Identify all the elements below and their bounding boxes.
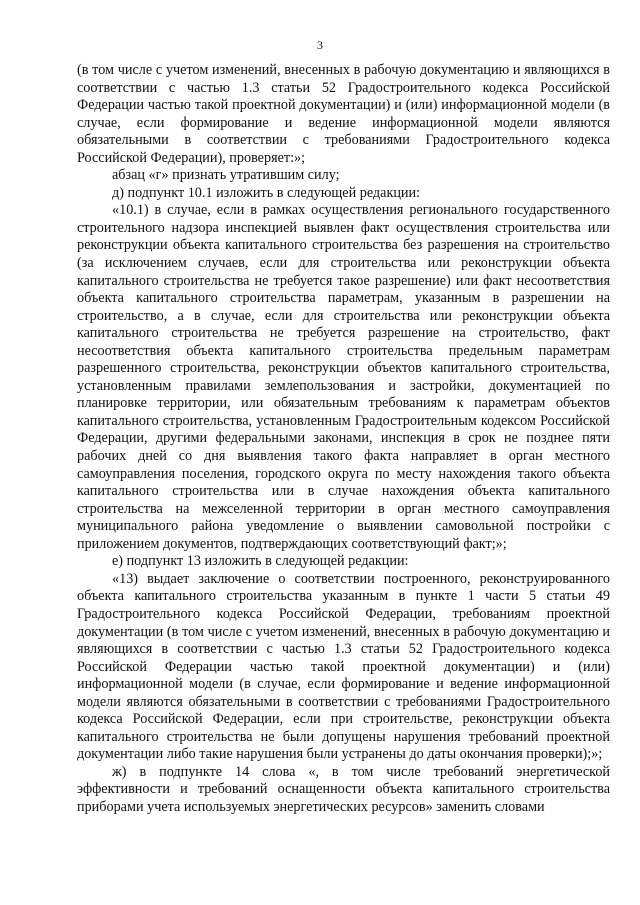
document-body bbox=[77, 62, 610, 817]
paragraph-6: «13) выдает заключение о соответствии построенного, реконструированного объекта капитального строительства указанным в пункте 1 части 5 статьи 49 Градостроительного кодекса Российской Федерации, требованиям проектной документации (в том числе с учетом изменений, внесенных в рабочую документацию и являющихся в соответствии с частью 1.3 статьи 52 Градостроительного кодекса Российской Федерации частью такой проектной документации) и (или) информационной модели (в случае, если формирование и ведение информационной модели являются обязательными в соответствии с требованиями Градостроительного кодекса Российской Федерации, если при строительстве, реконструкции объекта капитального строительства не были допущены нарушения требований проектной документации либо такие нарушения были устранены до даты окончания проверки);»; bbox=[77, 570, 610, 763]
paragraph-4: «10.1) в случае, если в рамках осуществления регионального государственного строительного надзора инспекцией выявлен факт осуществления строительства или реконструкции объекта капитального строительства без разрешения на строительство (за исключением случаев, если для строительства или реконструкции объекта капитального строительства не требуется такое разрешение) или факт несоответствия объекта капитального строительства параметрам, указанным в разрешении на строительство, а в случае, если для строительства или реконструкции объекта капитального строительства не требуется разрешение на строительство, факт несоответствия объекта капитального строительства предельным параметрам разрешенного строительства, реконструкции объектов капитального строительства, установленным правилами землепользования и застройки, документацией по планировке территории, или обязательным требованиям к параметрам объектов капитального строительства, установленным Градостроительным кодексом Российской Федерации, другими федеральными законами, инспекция в срок не позднее пяти рабочих дней со дня выявления такого факта направляет в орган местного самоуправления поселения, городского округа по месту нахождения такого объекта капитального строительства или в случае нахождения объекта капитального строительства на межселенной территории в орган местного самоуправления муниципального района уведомление о выявлении самовольной постройки с приложением документов, подтверждающих соответствующий факт;»; bbox=[77, 202, 610, 552]
paragraph-2: абзац «г» признать утратившим силу; bbox=[112, 167, 340, 184]
paragraph-7: ж) в подпункте 14 слова «, в том числе требований энергетической эффективности и требований оснащенности объекта капитального строительства приборами учета используемых энергетических ресурсов» заменить словами bbox=[77, 763, 610, 815]
paragraph-5: е) подпункт 13 изложить в следующей редакции: bbox=[112, 553, 409, 570]
page-number: 3 bbox=[317, 38, 323, 52]
paragraph-3: д) подпункт 10.1 изложить в следующей редакции: bbox=[112, 184, 421, 201]
paragraph-1: (в том числе с учетом изменений, внесенных в рабочую документацию и являющихся в соответствии с частью 1.3 статьи 52 Градостроительного кодекса Российской Федерации частью такой проектной документации) и (или) информационной модели (в случае, если формирование и ведение информационной модели являются обязательными в соответствии с требованиями Градостроительного кодекса Российской Федерации), проверяет:»; bbox=[77, 62, 610, 166]
